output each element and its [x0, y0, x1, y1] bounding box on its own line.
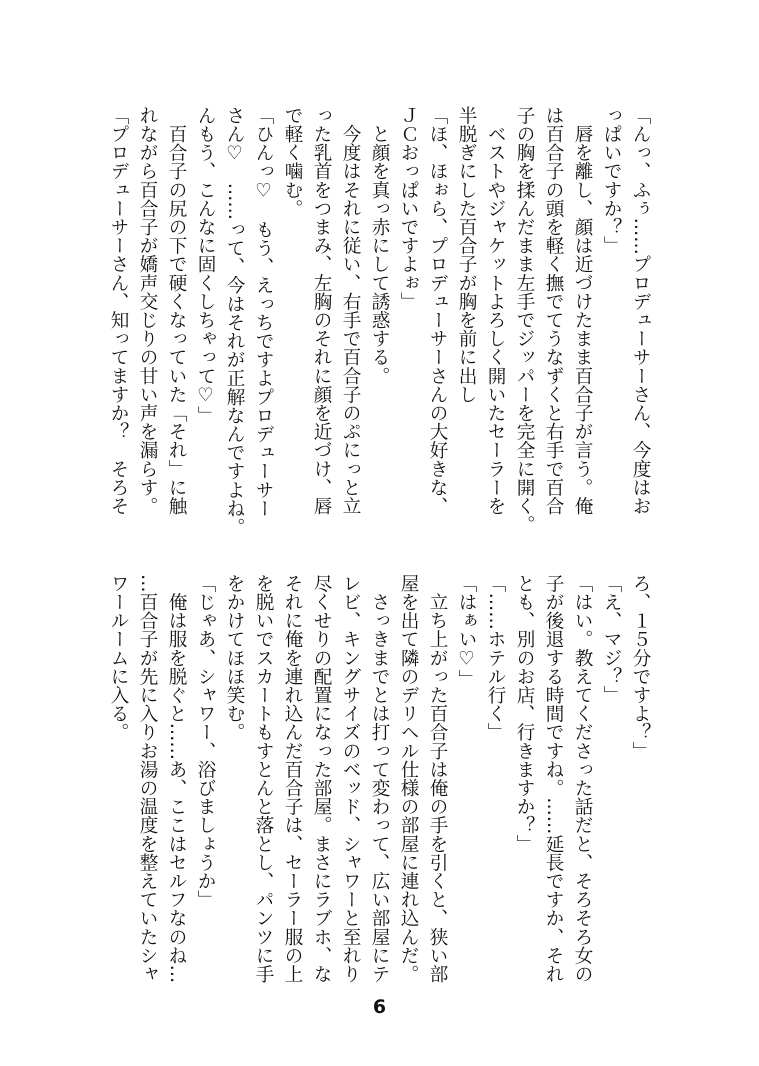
text-column: 俺は服を脱ぐと……あ、ここはセルフなのね… [166, 574, 187, 984]
text-column: レビ、キングサイズのベッド、シャワーと至れり [340, 574, 361, 984]
text-column: で軽く噛む。 [282, 106, 303, 218]
text-column: をかけてほほ笑む。 [224, 574, 245, 742]
text-column: ベストやジャケットよろしく開いたセーラーを [485, 106, 506, 516]
text-column: んもう、こんなに固くしちゃって♡」 [195, 106, 216, 425]
text-column: 百合子の尻の下で硬くなっていた「それ」に触 [166, 106, 187, 516]
text-block-top [104, 106, 655, 537]
text-column: さっきまでとは打って変わって、広い部屋にテ [369, 574, 390, 984]
text-column: 「はぁい♡」 [456, 574, 477, 688]
text-column: 子の胸を揉んだまま左手でジッパーを完全に開く。 [514, 106, 535, 534]
text-block-bottom [104, 574, 655, 994]
text-column: ＪＣおっぱいですよぉ」 [398, 106, 419, 311]
text-column: を脱いでスカートもすとんと落とし、パンツに手 [253, 574, 274, 984]
text-column: っぱいですか？」 [601, 106, 622, 255]
text-column: とも、別のお店、行きますか？」 [514, 574, 535, 853]
text-column: ワールームに入る。 [108, 574, 129, 742]
text-column: った乳首をつまみ、左胸のそれに顔を近づけ、唇 [311, 106, 332, 516]
text-column: れながら百合子が嬌声交じりの甘い声を漏らす。 [137, 106, 158, 516]
text-column: 「プロデューサーさん、知ってますか？ そろそ [108, 106, 129, 516]
text-column: 屋を出て隣のデリヘル仕様の部屋に連れ込んだ。 [398, 574, 419, 984]
text-column: 「え、マジ？」 [601, 574, 622, 705]
text-column: 「ひんっ♡ もう、えっちですよプロデューサー [253, 106, 274, 518]
text-column: 唇を離し、顔は近づけたまま百合子が言う。俺 [572, 106, 593, 516]
text-column: は百合子の頭を軽く撫でてうなずくと右手で百合 [543, 106, 564, 516]
text-column: 尽くせりの配置になった部屋。まさにラブホ、な [311, 574, 332, 984]
text-column: と顔を真っ赤にして誘惑する。 [369, 106, 390, 385]
text-column: …百合子が先に入りお湯の温度を整えていたシャ [137, 574, 158, 984]
text-column: 今度はそれに従い、右手で百合子のぷにっと立 [340, 106, 361, 516]
text-column: さん♡ ……って、今はそれが正解なんですよね。 [224, 106, 245, 537]
text-column: 立ち上がった百合子は俺の手を引くと、狭い部 [427, 574, 448, 984]
text-column: 子が後退する時間ですね。……延長ですか、それ [543, 574, 564, 984]
text-column: それに俺を連れ込んだ百合子は、セーラー服の上 [282, 574, 303, 984]
text-column: 「はい。教えてくださった話だと、そろそろ女の [572, 574, 593, 984]
text-column: ろ、１５分ですよ？」 [630, 574, 651, 760]
text-column: 「んっ、ふぅ……プロデューサーさん、今度はお [630, 106, 651, 516]
text-column: 「じゃあ、シャワー、浴びましょうか」 [195, 574, 216, 909]
text-column: 半脱ぎにした百合子が胸を前に出し [456, 106, 477, 404]
text-column: 「ほ、ほぉら、プロデューサーさんの大好きな、 [427, 106, 448, 516]
page-number: 6 [372, 996, 387, 1018]
text-column: 「……ホテル行く」 [485, 574, 506, 742]
